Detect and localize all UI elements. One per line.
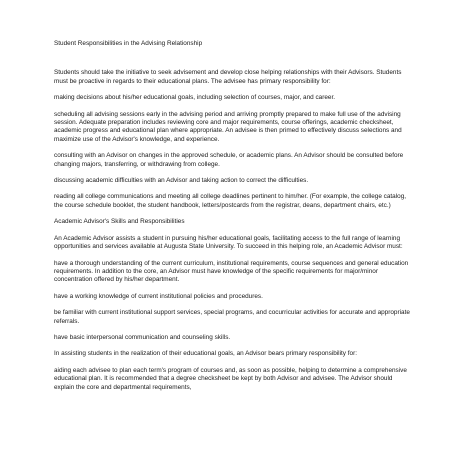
document-title: Student Responsibilities in the Advising Relationship bbox=[54, 40, 203, 47]
paragraph-scheduling: scheduling all advising sessions early in the advising period and arriving promptly prepared to make full use of the advising session. Adequate preparation includes reviewing core and major requirements, course offerings, academic checksheet, academic progress and educational plan where appropriate. An advisee is then primed to effectively discuss selections and maximize use of the Advisor's knowledge, and experience. bbox=[54, 110, 402, 143]
paragraph-support-services: be familiar with current institutional support services, special programs, and cocurricular activities for accurate and appropriate referrals. bbox=[54, 309, 410, 325]
paragraph-communication-skills: have basic interpersonal communication and counseling skills. bbox=[54, 333, 231, 341]
paragraph-communications: reading all college communications and meeting all college deadlines pertinent to him/her. (For example, the college catalog, the course schedule booklet, the student handbook, letters/postcards from the registrar, deans, department chairs, etc.) bbox=[54, 193, 407, 209]
document-page bbox=[54, 40, 414, 400]
paragraph-intro: Students should take the initiative to seek advisement and develop close helping relationships with their Advisors. Students must be proactive in regards to their educational plans. The advisee has primary responsibility for: bbox=[54, 69, 402, 85]
paragraph-decisions: making decisions about his/her educational goals, including selection of courses, major, and career. bbox=[54, 94, 335, 102]
paragraph-policies: have a working knowledge of current institutional policies and procedures. bbox=[54, 292, 263, 300]
section-heading-advisor: Academic Advisor's Skills and Responsibilities bbox=[54, 218, 185, 226]
paragraph-difficulties: discussing academic difficulties with an Advisor and taking action to correct the difficulties. bbox=[54, 177, 309, 185]
paragraph-curriculum: have a thorough understanding of the current curriculum, institutional requirements, course sequences and general education requirements. In addition to the core, an Advisor must have knowledge of the specific requirements for major/minor concentration offered by his/her department. bbox=[54, 259, 409, 284]
paragraph-advisor-intro: An Academic Advisor assists a student in pursuing his/her educational goals, facilitating access to the full range of learning opportunities and services available at Augusta State University. To succeed in this helping role, an Academic Advisor must: bbox=[54, 234, 403, 251]
paragraph-planning: aiding each advisee to plan each term's program of courses and, as soon as possible, helping to determine a comprehensive educational plan. It is recommended that a degree checksheet be kept by both Advisor and advisee. The Advisor should explain the core and departmental requirements, bbox=[54, 366, 407, 391]
paragraph-assisting: In assisting students in the realization of their educational goals, an Advisor bears primary responsibility for: bbox=[54, 350, 358, 358]
paragraph-consulting: consulting with an Advisor on changes in the approved schedule, or academic plans. An Advisor should be consulted before changing majors, transferring, or withdrawing from college. bbox=[54, 152, 404, 168]
